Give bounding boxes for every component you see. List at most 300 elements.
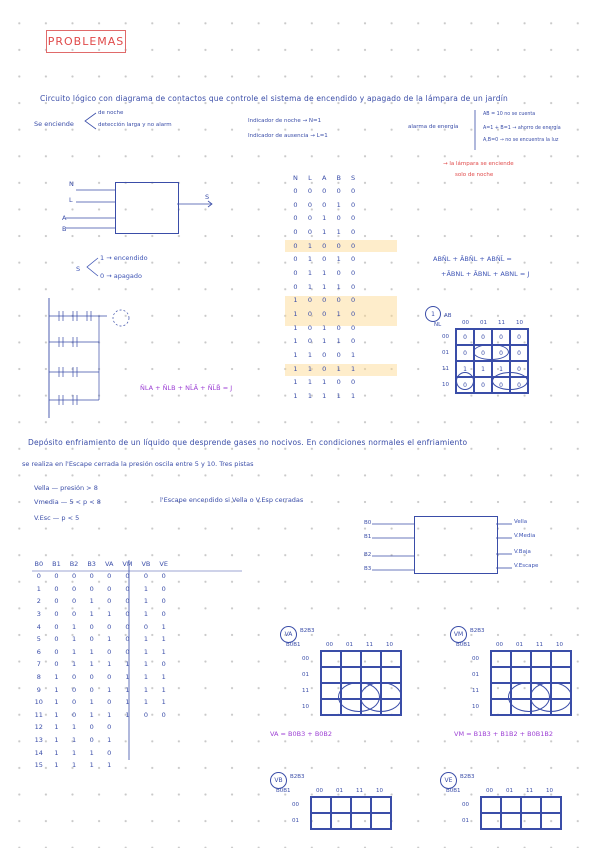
table-cell: 8 bbox=[36, 673, 41, 682]
p1-alarm-1: AB = 10 no se cuenta bbox=[483, 112, 536, 117]
table-cell: 0 bbox=[161, 597, 166, 606]
table-cell: 1 bbox=[293, 351, 298, 360]
kmap-tag: VB bbox=[270, 772, 287, 789]
table-cell: 1 bbox=[54, 748, 59, 757]
table-cell: 1 bbox=[336, 227, 341, 236]
table-header-cell: B3 bbox=[87, 560, 96, 568]
p1-alarm-2: A=1 + B=1 → ahorro de energía bbox=[483, 126, 561, 131]
table-row bbox=[30, 633, 172, 646]
table-cell bbox=[118, 734, 137, 747]
p1-kmap-number: 1 bbox=[425, 306, 441, 322]
table-cell: 1 bbox=[71, 647, 77, 656]
table-cell: 0 bbox=[71, 584, 77, 593]
table-cell: 1 bbox=[307, 351, 313, 360]
table-cell: 1 bbox=[125, 660, 130, 669]
table-cell: 1 bbox=[71, 748, 77, 757]
p2-output-3: V.Baja bbox=[514, 549, 531, 555]
table-cell: 0 bbox=[350, 310, 356, 319]
table-cell: 0 bbox=[89, 673, 94, 682]
table-cell: 1 bbox=[322, 227, 327, 236]
table-cell: 0 bbox=[307, 186, 313, 195]
table-cell: 1 bbox=[293, 364, 298, 373]
kmap-cell bbox=[371, 797, 391, 813]
kmap-tag: VE bbox=[440, 772, 457, 789]
table-cell: 0 bbox=[71, 685, 77, 694]
kmap-col-label: 11 bbox=[526, 788, 533, 794]
kmap-col-label: 01 bbox=[506, 788, 513, 794]
kmap-cell bbox=[341, 667, 361, 683]
kmap-cell bbox=[541, 797, 561, 813]
table-header-cell: VE bbox=[159, 560, 168, 568]
table-cell: 0 bbox=[125, 622, 130, 631]
table-cell: 1 bbox=[307, 241, 313, 250]
table-cell: 0 bbox=[125, 597, 130, 606]
kmap-cell bbox=[481, 813, 501, 829]
table-cell bbox=[118, 746, 137, 759]
p1-truth-table bbox=[288, 172, 360, 403]
table-cell: 1 bbox=[54, 761, 59, 770]
table-cell: 0 bbox=[307, 337, 313, 346]
table-cell: 1 bbox=[54, 698, 59, 707]
table-row bbox=[288, 335, 360, 349]
table-cell: 0 bbox=[336, 351, 341, 360]
table-cell: 1 bbox=[89, 647, 94, 656]
table-cell: 0 bbox=[161, 584, 166, 593]
table-cell: 0 bbox=[293, 200, 298, 209]
table-cell: 1 bbox=[336, 200, 341, 209]
table-cell: 12 bbox=[34, 723, 43, 732]
kmap-cell bbox=[331, 813, 351, 829]
table-cell: 0 bbox=[107, 572, 112, 581]
table-cell: 0 bbox=[125, 584, 130, 593]
table-cell: 1 bbox=[143, 610, 148, 619]
p1-cond-noche: de noche bbox=[98, 110, 124, 116]
p1-statement: Circuito lógico con diagrama de contactos que controle el sistema de encendido y apagado de la lámpara de un jardín bbox=[40, 94, 508, 103]
kmap-cell: 0 bbox=[492, 329, 510, 345]
kmap-cell: 0 bbox=[456, 345, 474, 361]
kmap-cell: 0 bbox=[492, 377, 510, 393]
table-cell: 0 bbox=[293, 241, 298, 250]
kmap-cell bbox=[381, 651, 401, 667]
table-cell: 1 bbox=[161, 698, 166, 707]
kmap-cell bbox=[531, 651, 551, 667]
kmap-row-label: 00 bbox=[302, 656, 309, 662]
table-cell: 3 bbox=[36, 610, 41, 619]
table-row bbox=[288, 294, 360, 308]
table-cell: 0 bbox=[322, 200, 327, 209]
table-cell: 0 bbox=[336, 214, 341, 223]
table-row bbox=[30, 570, 172, 583]
kmap-cell: 1 bbox=[456, 361, 474, 377]
kmap-col-label: 11 bbox=[366, 642, 373, 648]
p1-equation-1: ABN̄L + ĀBN̄L + ABN̄L̄ = bbox=[433, 255, 512, 263]
table-row bbox=[288, 321, 360, 335]
table-cell: 0 bbox=[125, 572, 130, 581]
p1-ind-noche: Indicador de noche → N=1 bbox=[248, 118, 322, 124]
table-cell bbox=[155, 734, 173, 747]
table-cell: 0 bbox=[307, 310, 313, 319]
p2-statement-2: se realiza en l'Escape cerrada la presión oscila entre 5 y 10. Tres pistas bbox=[22, 460, 254, 468]
table-cell: 0 bbox=[322, 186, 327, 195]
kmap-row-var: B0B1 bbox=[276, 788, 291, 794]
kmap-row-var: B0B1 bbox=[456, 642, 471, 648]
table-cell: 0 bbox=[336, 268, 341, 277]
p1-s-state-1: 1 → encendido bbox=[100, 254, 148, 262]
table-cell: 0 bbox=[336, 296, 341, 305]
table-cell: 1 bbox=[322, 323, 327, 332]
p2-block-wires bbox=[360, 516, 580, 576]
table-cell: 0 bbox=[107, 698, 112, 707]
kmap-cell: 0 bbox=[474, 377, 492, 393]
table-cell: 0 bbox=[89, 584, 94, 593]
kmap-cell: 0 bbox=[456, 377, 474, 393]
table-cell: 1 bbox=[322, 268, 327, 277]
kmap-cell bbox=[521, 797, 541, 813]
kmap-cell: 1 bbox=[492, 361, 510, 377]
kmap-col-label: 00 bbox=[462, 320, 469, 326]
table-cell: 1 bbox=[143, 584, 148, 593]
table-cell: 1 bbox=[307, 255, 313, 264]
table-row bbox=[288, 307, 360, 321]
kmap-group bbox=[530, 682, 572, 712]
kmap-cell: 0 bbox=[456, 329, 474, 345]
table-cell: 0 bbox=[107, 584, 112, 593]
table-cell: 0 bbox=[293, 227, 298, 236]
p1-se-enciende: Se enciende bbox=[34, 120, 74, 128]
table-cell: 4 bbox=[36, 622, 41, 631]
p1-s-label: S bbox=[76, 265, 81, 273]
table-header-cell: S bbox=[350, 174, 356, 182]
p2-input-b1: B1 bbox=[364, 534, 372, 540]
p1-output-s: S bbox=[205, 193, 210, 201]
kmap-cell: 0 bbox=[474, 329, 492, 345]
kmap-cell bbox=[511, 667, 531, 683]
p2-cond-3: V.Esc — p < 5 bbox=[34, 514, 80, 522]
kmap-cell: 0 bbox=[492, 345, 510, 361]
kmap-grid bbox=[310, 796, 392, 830]
table-cell: 0 bbox=[107, 748, 112, 757]
table-cell: 1 bbox=[54, 736, 59, 745]
table-row bbox=[30, 658, 172, 671]
kmap-group bbox=[360, 682, 402, 712]
kmap-row-var: B0B1 bbox=[446, 788, 461, 794]
table-cell: 1 bbox=[336, 282, 341, 291]
table-cell: 0 bbox=[161, 710, 166, 719]
table-cell: 1 bbox=[322, 282, 327, 291]
table-cell: 1 bbox=[293, 310, 298, 319]
table-cell: 1 bbox=[322, 392, 327, 401]
kmap-group bbox=[492, 372, 528, 390]
table-cell: 1 bbox=[143, 673, 148, 682]
table-cell: 1 bbox=[350, 364, 356, 373]
kmap-col-label: 10 bbox=[376, 788, 383, 794]
table-cell: 0 bbox=[307, 296, 313, 305]
table-row bbox=[288, 389, 360, 403]
table-cell: 1 bbox=[54, 723, 59, 732]
table-cell: 0 bbox=[89, 635, 94, 644]
p2-truth-table bbox=[30, 558, 172, 772]
table-cell: 0 bbox=[107, 647, 112, 656]
table-row bbox=[30, 759, 172, 772]
table-cell: 1 bbox=[71, 635, 77, 644]
table-cell: 0 bbox=[350, 282, 356, 291]
table-cell: 1 bbox=[107, 685, 112, 694]
kmap-tag: VA bbox=[280, 626, 297, 643]
table-cell: 1 bbox=[143, 597, 148, 606]
kmap-cell bbox=[551, 651, 571, 667]
kmap-row-label: 10 bbox=[302, 704, 309, 710]
kmap-cell bbox=[511, 651, 531, 667]
table-cell: 11 bbox=[34, 710, 43, 719]
table-cell: 0 bbox=[89, 685, 94, 694]
kmap-cell bbox=[491, 651, 511, 667]
table-cell: 1 bbox=[107, 761, 112, 770]
kmap-cell bbox=[311, 797, 331, 813]
table-cell: 1 bbox=[89, 748, 94, 757]
kmap-row-label: 01 bbox=[292, 818, 299, 824]
table-cell: 0 bbox=[322, 310, 327, 319]
kmap-cell bbox=[501, 797, 521, 813]
table-cell: 0 bbox=[336, 241, 341, 250]
table-cell: 1 bbox=[161, 647, 166, 656]
table-cell: 0 bbox=[54, 635, 59, 644]
table-cell: 1 bbox=[293, 323, 298, 332]
table-cell: 0 bbox=[293, 186, 298, 195]
kmap-cell bbox=[311, 813, 331, 829]
table-cell: 1 bbox=[125, 698, 130, 707]
table-cell: 1 bbox=[161, 622, 166, 631]
table-cell: 0 bbox=[161, 610, 166, 619]
table-cell: 1 bbox=[336, 392, 341, 401]
p1-block-wires bbox=[62, 180, 222, 240]
table-cell: 0 bbox=[322, 255, 327, 264]
kmap-row-label: 11 bbox=[472, 688, 479, 694]
kmap-cell bbox=[361, 651, 381, 667]
table-cell: 1 bbox=[107, 610, 112, 619]
p2-cond-2: Vmedia — 5 < p < 8 bbox=[34, 498, 101, 506]
kmap-row-label: 10 bbox=[442, 382, 449, 388]
table-row bbox=[30, 671, 172, 684]
table-cell: 1 bbox=[293, 337, 298, 346]
table-cell: 0 bbox=[350, 200, 356, 209]
kmap-col-label: 11 bbox=[356, 788, 363, 794]
table-cell: 1 bbox=[143, 685, 148, 694]
table-cell: 0 bbox=[125, 610, 130, 619]
table-cell: 0 bbox=[89, 736, 94, 745]
table-cell: 0 bbox=[307, 200, 313, 209]
kmap-cell: 1 bbox=[474, 361, 492, 377]
table-cell: 1 bbox=[307, 268, 313, 277]
table-cell: 0 bbox=[350, 241, 356, 250]
table-cell: 1 bbox=[336, 310, 341, 319]
kmap-cell bbox=[491, 667, 511, 683]
table-row bbox=[30, 646, 172, 659]
p2-output-4: V.Escape bbox=[514, 563, 539, 569]
table-header-cell: B2 bbox=[69, 560, 79, 568]
table-cell: 1 bbox=[307, 378, 313, 387]
table-row bbox=[30, 683, 172, 696]
kmap-col-var: B2B3 bbox=[460, 774, 475, 780]
table-cell: 0 bbox=[307, 214, 313, 223]
kmap-col-label: 01 bbox=[516, 642, 523, 648]
table-cell: 0 bbox=[54, 610, 59, 619]
table-cell: 0 bbox=[350, 378, 356, 387]
table-cell: 1 bbox=[307, 392, 313, 401]
kmap-cell bbox=[331, 797, 351, 813]
kmap-col-label: 10 bbox=[546, 788, 553, 794]
p1-alarm-3: A,B=0 → no se encuentra la luz bbox=[483, 138, 559, 143]
table-cell: 1 bbox=[54, 710, 59, 719]
table-header-cell: B bbox=[336, 174, 341, 182]
table-cell: 1 bbox=[71, 761, 77, 770]
table-header-cell: VA bbox=[104, 560, 114, 568]
kmap-row-label: 01 bbox=[442, 350, 449, 356]
table-cell: 1 bbox=[336, 255, 341, 264]
kmap-col-label: 00 bbox=[316, 788, 323, 794]
table-cell bbox=[155, 721, 173, 734]
p1-input-l: L bbox=[69, 196, 73, 204]
table-row bbox=[288, 211, 360, 225]
kmap-cell bbox=[541, 813, 561, 829]
p2-input-b0: B0 bbox=[364, 520, 372, 526]
kmap-cell: 0 bbox=[474, 345, 492, 361]
kmap-grid bbox=[480, 796, 562, 830]
table-cell bbox=[137, 746, 155, 759]
kmap-row-label: 00 bbox=[472, 656, 479, 662]
table-cell: 0 bbox=[143, 572, 148, 581]
table-cell: 0 bbox=[336, 323, 341, 332]
kmap-cell bbox=[531, 667, 551, 683]
table-cell: 1 bbox=[36, 584, 41, 593]
table-cell: 1 bbox=[143, 635, 148, 644]
kmap-cell bbox=[321, 667, 341, 683]
table-cell: 1 bbox=[125, 673, 130, 682]
table-row bbox=[288, 266, 360, 280]
table-cell: 1 bbox=[89, 698, 94, 707]
table-cell: 1 bbox=[293, 378, 298, 387]
table-cell: 0 bbox=[125, 647, 130, 656]
table-header-cell: B0 bbox=[34, 560, 44, 568]
table-cell bbox=[137, 721, 155, 734]
kmap-group bbox=[473, 344, 509, 360]
table-cell: 0 bbox=[71, 673, 77, 682]
table-cell: 0 bbox=[54, 597, 59, 606]
p2-input-b2: B2 bbox=[364, 552, 372, 558]
kmap-col-label: 11 bbox=[498, 320, 505, 326]
table-cell: 1 bbox=[54, 673, 59, 682]
table-cell: 1 bbox=[293, 392, 298, 401]
table-cell: 0 bbox=[71, 698, 77, 707]
kmap-col-label: 00 bbox=[486, 788, 493, 794]
table-row bbox=[288, 184, 360, 198]
table-cell: 0 bbox=[107, 673, 112, 682]
p1-red-note-1: → la lámpara se enciende bbox=[443, 161, 514, 167]
p1-kmap-col-var: AB bbox=[444, 313, 452, 319]
brace-icon bbox=[474, 110, 480, 150]
p1-cond-detector: detección larga y no alarm bbox=[98, 122, 172, 128]
table-cell: 0 bbox=[322, 241, 327, 250]
p1-kmap-row-var: NL bbox=[434, 322, 442, 328]
table-cell: 1 bbox=[89, 710, 94, 719]
table-cell: 1 bbox=[161, 635, 166, 644]
table-header-cell: L bbox=[308, 174, 312, 182]
kmap-row-label: 01 bbox=[462, 818, 469, 824]
table-cell: 0 bbox=[307, 227, 313, 236]
table-header-cell: N bbox=[293, 174, 298, 182]
table-cell: 0 bbox=[107, 597, 112, 606]
kmap-cell bbox=[361, 667, 381, 683]
table-cell: 0 bbox=[54, 584, 59, 593]
table-cell bbox=[155, 746, 173, 759]
table-cell: 0 bbox=[350, 268, 356, 277]
table-cell: 0 bbox=[322, 351, 327, 360]
p1-input-n: N bbox=[69, 180, 74, 188]
table-cell: 1 bbox=[107, 710, 112, 719]
table-cell: 1 bbox=[89, 597, 94, 606]
table-row bbox=[288, 225, 360, 239]
table-row bbox=[288, 376, 360, 390]
table-cell: 1 bbox=[322, 337, 327, 346]
table-cell: 1 bbox=[350, 392, 356, 401]
table-cell: 0 bbox=[107, 723, 112, 732]
table-cell: 0 bbox=[293, 255, 298, 264]
kmap-formula: VM = B1B3 + B1B2 + B0B1B2 bbox=[454, 730, 553, 738]
table-cell: 1 bbox=[71, 622, 77, 631]
table-cell: 0 bbox=[350, 296, 356, 305]
kmap-cell bbox=[371, 813, 391, 829]
table-row bbox=[30, 595, 172, 608]
table-cell: 0 bbox=[89, 723, 94, 732]
p1-equation-2: +ĀBNL + ĀBNL + ABNL = J bbox=[441, 270, 530, 278]
kmap-col-label: 10 bbox=[516, 320, 523, 326]
table-cell: 0 bbox=[107, 622, 112, 631]
table-row bbox=[30, 746, 172, 759]
table-cell: 0 bbox=[71, 610, 77, 619]
kmap-col-label: 11 bbox=[536, 642, 543, 648]
table-cell: 1 bbox=[89, 761, 94, 770]
p1-input-a: A bbox=[62, 214, 67, 222]
table-cell: 5 bbox=[36, 635, 41, 644]
table-cell: 0 bbox=[350, 186, 356, 195]
p1-alarm-label: alarma de energía bbox=[408, 124, 459, 130]
table-cell: 0 bbox=[307, 323, 313, 332]
table-cell: 0 bbox=[71, 710, 77, 719]
brace-icon bbox=[82, 112, 98, 132]
kmap-col-label: 10 bbox=[556, 642, 563, 648]
table-cell: 0 bbox=[293, 282, 298, 291]
table-cell: 6 bbox=[36, 647, 41, 656]
table-cell: 1 bbox=[125, 685, 130, 694]
kmap-row-label: 00 bbox=[292, 802, 299, 808]
table-cell: 0 bbox=[293, 214, 298, 223]
table-cell: 0 bbox=[143, 710, 148, 719]
table-cell: 0 bbox=[322, 364, 327, 373]
table-cell: 0 bbox=[336, 186, 341, 195]
table-cell: 0 bbox=[350, 255, 356, 264]
kmap-row-var: B0B1 bbox=[286, 642, 301, 648]
table-cell bbox=[137, 734, 155, 747]
table-cell: 0 bbox=[54, 572, 59, 581]
table-header-cell: B1 bbox=[52, 560, 61, 568]
table-cell: 10 bbox=[34, 698, 43, 707]
table-cell: 1 bbox=[161, 673, 166, 682]
table-cell: 1 bbox=[307, 364, 313, 373]
kmap-cell bbox=[481, 797, 501, 813]
table-cell: 0 bbox=[161, 572, 166, 581]
table-row bbox=[30, 709, 172, 722]
kmap-cell bbox=[501, 813, 521, 829]
table-cell: 0 bbox=[350, 323, 356, 332]
